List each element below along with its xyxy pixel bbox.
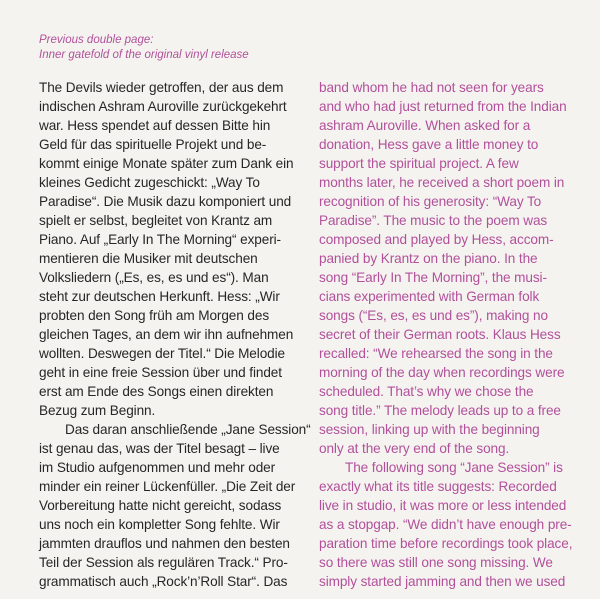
english-text-line: cians experimented with German folk	[319, 289, 540, 304]
german-text-line: kleines Gedicht zugeschickt: „Way To	[39, 175, 260, 190]
german-text-line: geht in eine freie Session über und findet	[39, 365, 282, 380]
german-text-line: uns noch ein kompletter Song fehlte. Wir	[39, 517, 280, 532]
german-text-line: Volksliedern („Es, es, es und es“). Man	[39, 270, 269, 285]
caption-line-1: Previous double page:	[39, 34, 154, 46]
english-text-line: only at the very end of the song.	[319, 441, 510, 456]
english-text-line: exactly what its title suggests: Recorded	[319, 479, 557, 494]
german-text-line: Geld für das spirituelle Projekt und be-	[39, 137, 267, 152]
english-text-line: and who had just returned from the Indian	[319, 99, 567, 114]
english-text-line: session, linking up with the beginning	[319, 422, 540, 437]
german-text-line: steht zur deutschen Herkunft. Hess: „Wir	[39, 289, 280, 304]
english-text-line: song “Early In The Morning”, the musi-	[319, 270, 547, 285]
english-text-line: as a stopgap. “We didn’t have enough pre-	[319, 517, 572, 532]
german-text-line: war. Hess spendet auf dessen Bitte hin	[39, 118, 271, 133]
english-text-line: donation, Hess gave a little money to	[319, 137, 539, 152]
german-text-line: The Devils wieder getroffen, der aus dem	[39, 80, 284, 95]
german-text-line: Teil der Session als regulären Track.“ Pro-	[39, 555, 288, 570]
german-text-line: grammatisch auch „Rock’n’Roll Star“. Das	[39, 574, 288, 589]
caption-line-2: Inner gatefold of the original vinyl release	[39, 49, 249, 61]
english-text-line: songs (“Es, es, es und es”), making no	[319, 308, 548, 323]
german-text-line: im Studio aufgenommen und mehr oder	[39, 460, 276, 475]
german-text-line: Piano. Auf „Early In The Morning“ experi-	[39, 232, 281, 247]
english-text-line: scheduled. That’s why we chose the	[319, 384, 534, 399]
english-text-line: ashram Auroville. When asked for a	[319, 118, 531, 133]
english-text-line: secret of their German roots. Klaus Hess	[319, 327, 561, 342]
german-text-line: erst am Ende des Songs einen direkten	[39, 384, 274, 399]
english-text-line: recognition of his generosity: “Way To	[319, 194, 542, 209]
english-text-line: composed and played by Hess, accom-	[319, 232, 554, 247]
german-text-line: indischen Ashram Auroville zurückgekehrt	[39, 99, 287, 114]
german-text-line: wollten. Deswegen der Titel.“ Die Melodie	[39, 346, 285, 361]
english-text-line: months later, he received a short poem in	[319, 175, 565, 190]
english-text-line: paration time before recordings took place,	[319, 536, 573, 551]
english-text-line: Paradise”. The music to the poem was	[319, 213, 548, 228]
german-text-line: spielt er selbst, begleitet von Krantz am	[39, 213, 273, 228]
english-text-line: band whom he had not seen for years	[319, 80, 544, 95]
german-text-line: minder ein reiner Lückenfüller. „Die Zeit der	[39, 479, 296, 494]
english-text-line: so there was still one song missing. We	[319, 555, 553, 570]
german-text-line: probten den Song früh am Morgen des	[39, 308, 270, 323]
german-text-line: gleichen Tages, an dem wir ihn aufnehmen	[39, 327, 294, 342]
english-text-line: The following song “Jane Session” is	[345, 460, 563, 475]
german-text-line: ist genau das, was der Titel besagt – live	[39, 441, 280, 456]
photo-caption	[39, 33, 249, 63]
german-text-line: mentieren die Musiker mit deutschen	[39, 251, 258, 266]
english-text-line: morning of the day when recordings were	[319, 365, 565, 380]
english-text-line: live in studio, it was more or less intended	[319, 498, 567, 513]
english-text-line: support the spiritual project. A few	[319, 156, 519, 171]
german-text-line: Das daran anschließende „Jane Session“	[65, 422, 311, 437]
english-text-line: recalled: “We rehearsed the song in the	[319, 346, 553, 361]
english-text-line: song title.” The melody leads up to a free	[319, 403, 561, 418]
german-text-line: Vorbereitung hatte nicht gereicht, sodass	[39, 498, 282, 513]
german-text-line: jammten drauflos und nahmen den besten	[39, 536, 290, 551]
german-text-line: Paradise“. Die Musik dazu komponiert und	[39, 194, 292, 209]
english-text-column	[319, 78, 587, 591]
english-text-line: simply started jamming and then we used	[319, 574, 566, 589]
german-text-column	[39, 78, 311, 591]
german-text-line: Bezug zum Beginn.	[39, 403, 156, 418]
german-text-line: kommt einige Monate später zum Dank ein	[39, 156, 294, 171]
english-text-line: panied by Krantz on the piano. In the	[319, 251, 538, 266]
